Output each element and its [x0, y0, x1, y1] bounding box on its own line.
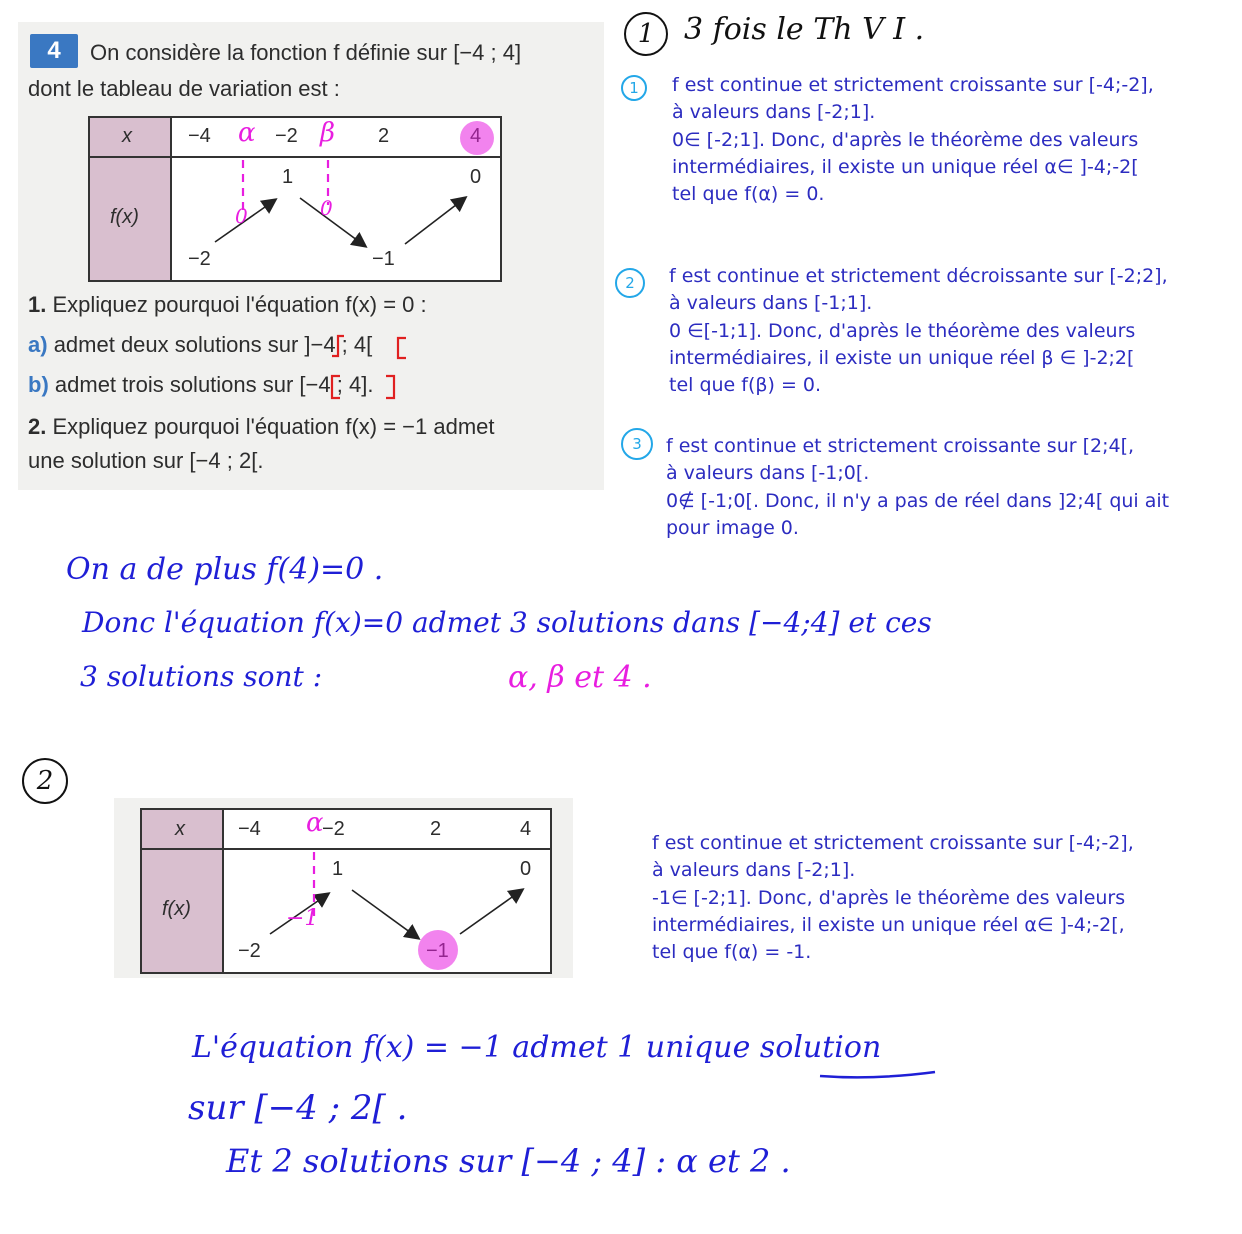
part2-line: intermédiaires, il existe un unique réel α∈ ]-4;-2[, — [652, 913, 1125, 936]
beta-annotation: β — [320, 118, 336, 148]
table-x-value: −2 — [275, 125, 298, 147]
table2-x-value: 4 — [520, 818, 532, 840]
question-1: 1. Expliquez pourquoi l'équation f(x) = 0 : — [28, 292, 427, 317]
part2-line: -1∈ [-2;1]. Donc, d'après le théorème des valeurs — [652, 886, 1126, 909]
table2-f-value: −2 — [238, 940, 261, 962]
table2-x-label: x — [175, 818, 185, 840]
question-1b: b) admet trois solutions sur [−4 ; 4]. — [28, 372, 374, 397]
part2-circled-number: 2 — [22, 758, 68, 804]
table2-f-value: 1 — [332, 858, 344, 880]
zero-annotation: 0 — [235, 204, 248, 228]
exercise-intro-line2: dont le tableau de variation est : — [28, 76, 340, 101]
part1-solutions: α, β et 4 . — [508, 660, 652, 695]
part2-line: tel que f(α) = -1. — [652, 941, 812, 964]
block1-line: 0∈ [-2;1]. Donc, d'après le théorème des valeurs — [672, 128, 1139, 151]
table-f-value: −2 — [188, 248, 211, 270]
exercise-number-badge: 4 — [30, 34, 78, 68]
block2-line: à valeurs dans [-1;1]. — [669, 292, 873, 315]
block2-marker: 2 — [615, 268, 645, 298]
block3-line: f est continue et strictement croissante sur [2;4[, — [666, 435, 1135, 457]
part2-line: f est continue et strictement croissante sur [-4;-2], — [652, 832, 1134, 854]
block2-line: 0 ∈[-1;1]. Donc, d'après le théorème des valeurs — [669, 319, 1136, 342]
table-f-value: 0 — [470, 166, 482, 188]
table2-x-value: 2 — [430, 818, 442, 840]
block3-marker: 3 — [621, 428, 653, 460]
table-f-value: −1 — [372, 248, 395, 270]
table-x-value: 2 — [378, 125, 390, 147]
block2-line: f est continue et strictement décroissante sur [-2;2], — [669, 265, 1168, 287]
question-2-line2: une solution sur [−4 ; 2[. — [28, 448, 264, 473]
block1-line: intermédiaires, il existe un unique réel α∈ ]-4;-2[ — [672, 155, 1139, 178]
part1-hand-line1: On a de plus f(4)=0 . — [66, 552, 384, 587]
block1-marker: 1 — [621, 75, 647, 101]
table2-fx-label: f(x) — [162, 898, 191, 920]
table2-x-value: −4 — [238, 818, 261, 840]
block1-line: tel que f(α) = 0. — [672, 183, 825, 206]
table-f-value: 1 — [282, 166, 294, 188]
block3-line: à valeurs dans [-1;0[. — [666, 462, 870, 485]
block2-line: tel que f(β) = 0. — [669, 374, 822, 397]
block1-line: à valeurs dans [-2;1]. — [672, 101, 876, 124]
question-1a: a) admet deux solutions sur ]−4 ; 4[ — [28, 332, 373, 357]
block1-line: f est continue et strictement croissante sur [-4;-2], — [672, 74, 1154, 96]
table-x-value: −4 — [188, 125, 211, 147]
zero-annotation: 0 — [320, 196, 333, 220]
table2-x-value: −2 — [322, 818, 345, 840]
block2-line: intermédiaires, il existe un unique réel β ∈ ]-2;2[ — [669, 346, 1135, 369]
part2-hand-line2: sur [−4 ; 2[ . — [188, 1088, 408, 1128]
table2-minus-one: −1 — [286, 906, 319, 931]
table2-f-value: 0 — [520, 858, 532, 880]
exercise-intro-line1: On considère la fonction f définie sur [−4 ; 4] — [90, 40, 522, 65]
question-2: 2. Expliquez pourquoi l'équation f(x) = −1 admet — [28, 414, 495, 439]
alpha-annotation: α — [238, 118, 256, 148]
part2-line: à valeurs dans [-2;1]. — [652, 859, 856, 882]
part1-title: 3 fois le Th V I . — [684, 12, 925, 47]
table-x-label: x — [122, 125, 132, 147]
part2-hand-line3: Et 2 solutions sur [−4 ; 4] : α et 2 . — [226, 1142, 791, 1180]
block3-line: pour image 0. — [666, 516, 799, 539]
part1-hand-line3: 3 solutions sont : — [80, 660, 323, 693]
part2-hand-line1: L'équation f(x) = −1 admet 1 unique solution — [192, 1030, 882, 1065]
table2-alpha: α — [306, 808, 324, 838]
block3-line: 0∉ [-1;0[. Donc, il n'y a pas de réel dans ]2;4[ qui ait — [666, 489, 1170, 512]
table-fx-label: f(x) — [110, 206, 139, 228]
part1-hand-line2: Donc l'équation f(x)=0 admet 3 solutions dans [−4;4] et ces — [82, 606, 932, 639]
part1-circled-number: 1 — [624, 12, 668, 56]
